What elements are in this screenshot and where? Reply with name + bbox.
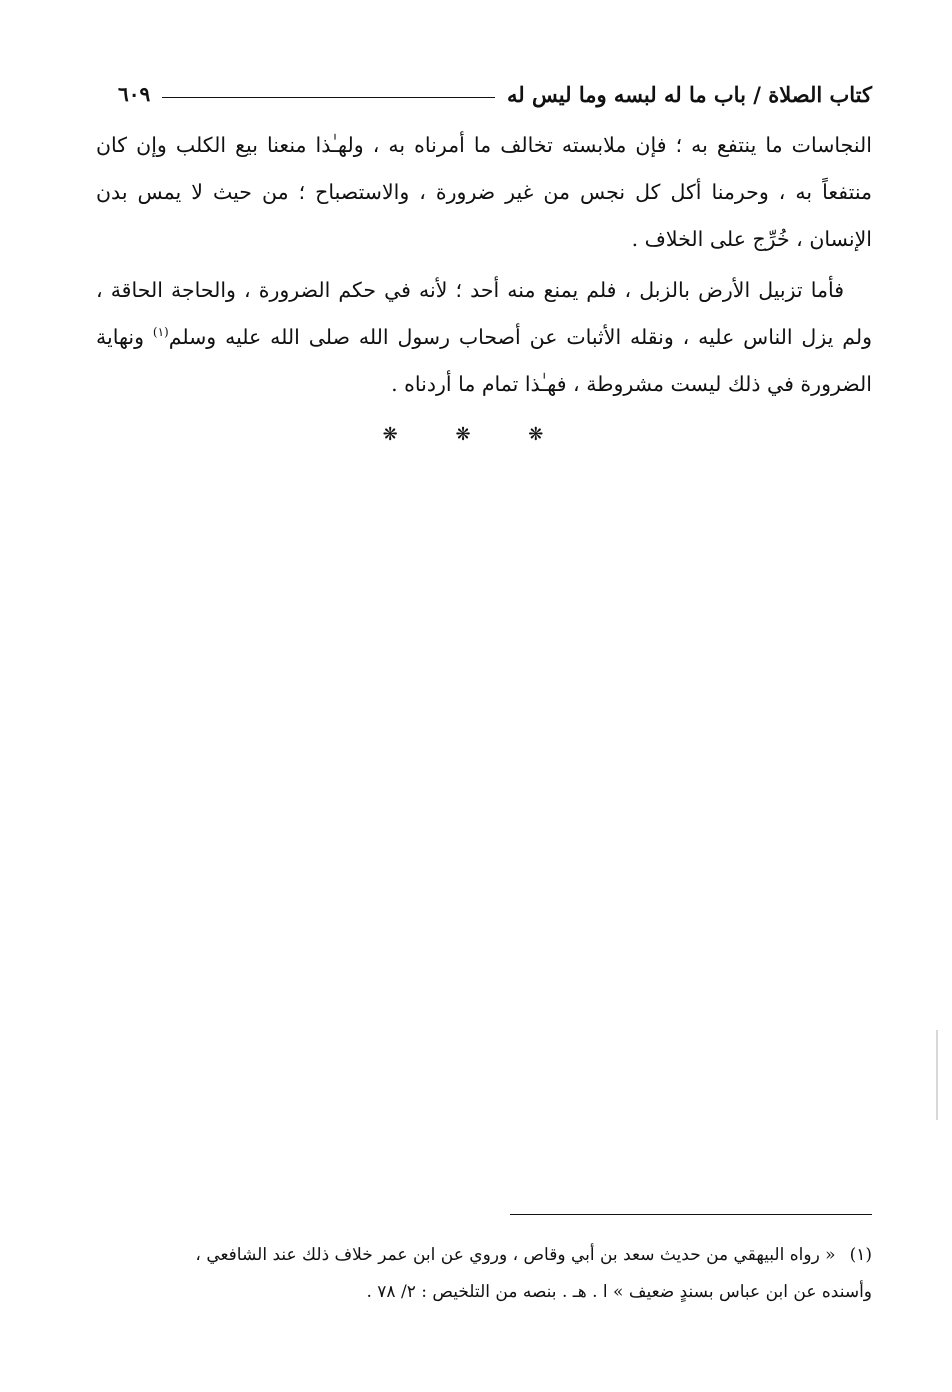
footnote-number: (١): [849, 1245, 872, 1265]
footnote: [96, 1237, 872, 1311]
section-separator: ❋ ❋ ❋: [382, 424, 570, 445]
page-number: ٦٠٩: [118, 82, 151, 106]
footnote-line: وأسنده عن ابن عباس بسندٍ ضعيف » ا . هـ . بنصه من التلخيص : ٢/ ٧٨ .: [366, 1282, 872, 1302]
header-rule: [162, 97, 495, 98]
paragraph: [96, 267, 872, 408]
running-header: [118, 74, 872, 114]
footnote-reference: (١): [152, 325, 169, 340]
chapter-title: كتاب الصلاة / باب ما له لبسه وما ليس له: [507, 81, 872, 107]
paragraph-text: ونهاية الضرورة في ذلك ليست مشروطة ، فهـٰذا تمام ما أردناه .: [96, 325, 872, 396]
paragraph: النجاسات ما ينتفع به ؛ فإن ملابسته تخالف ما أمرناه به ، ولهـٰذا منعنا بيع الكلب وإن كان منتفعاً به ، وحرمنا أكل كل نجس من غير ضرورة ، والاستصباح ؛ من حيث لا يمس بدن الإنسان ، خُرِّج على الخلاف .: [96, 133, 872, 251]
paragraph-text: فأما تزبيل الأرض بالزبل ، فلم يمنع منه أحد ؛ لأنه في حكم الضرورة ، والحاجة الحاقة ، ولم يزل الناس عليه ، ونقله الأثبات عن أصحاب رسول الله صلى الله عليه وسلم: [96, 278, 873, 349]
scan-edge-mark: [936, 1030, 938, 1120]
main-text: [96, 122, 872, 408]
footnote-text: « رواه البيهقي من حديث سعد بن أبي وقاص ، وروي عن ابن عمر خلاف ذلك عند الشافعي ،: [195, 1245, 836, 1265]
footnote-rule: [510, 1214, 872, 1215]
footnote-line: [96, 1237, 872, 1274]
